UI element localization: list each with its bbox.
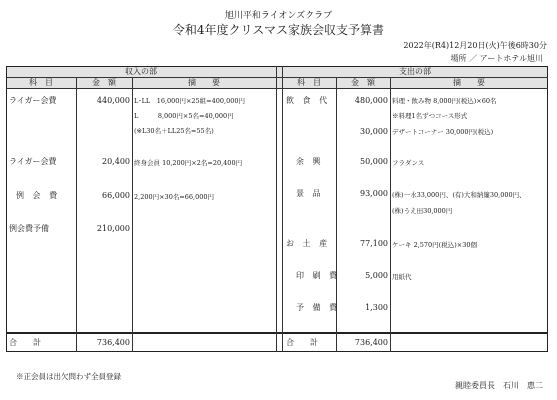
income-row-amount: 440,000 <box>96 96 130 105</box>
budget-table <box>6 66 548 352</box>
income-total-label: 合 計 <box>9 338 41 347</box>
expense-row-desc: フラダンス <box>392 159 425 167</box>
income-expense-separator <box>276 66 277 352</box>
income-header-item: 科 目 <box>29 78 53 87</box>
income-row-amount: 20,400 <box>102 157 130 166</box>
expense-row-item: お 土 産 <box>286 239 331 248</box>
expense-row-amount: 1,300 <box>365 303 388 312</box>
expense-col-line-2 <box>390 77 391 352</box>
income-col-line-2 <box>132 77 133 352</box>
table-frame <box>6 66 548 352</box>
expense-row-item: 印 刷 費 <box>296 271 341 280</box>
income-row-desc: L･LL 16,000円×25組=400,000円 <box>134 97 245 105</box>
expense-row-desc: 料理・飲み物 8,000円(税込)×60名 <box>392 97 497 105</box>
income-total-amount: 736,400 <box>96 338 130 347</box>
expense-total-label: 合 計 <box>286 338 318 347</box>
income-row-item: ライガー会費 <box>9 96 57 105</box>
income-row-item: 例 会 費 <box>16 191 61 200</box>
organization-name: 旭川平和ライオンズクラブ <box>224 11 333 21</box>
total-divider <box>6 332 548 334</box>
income-section-title: 収入の部 <box>125 67 157 76</box>
expense-row-item: 余 興 <box>296 157 324 166</box>
expense-total-amount: 736,400 <box>354 338 388 347</box>
expense-row-amount: 480,000 <box>354 96 388 105</box>
document-title: 令和4年度クリスマス家族会収支予算書 <box>172 23 385 37</box>
expense-row-desc: デザートコーナー 30,000円(税込) <box>392 128 494 136</box>
income-expense-separator-2 <box>282 66 283 352</box>
expense-header-item: 科 目 <box>297 78 321 87</box>
expense-header-amount: 金 額 <box>351 78 375 87</box>
expense-row-amount: 30,000 <box>360 127 388 136</box>
expense-row-desc: (株)うえ田30,000円 <box>392 207 453 215</box>
expense-row-amount: 77,100 <box>360 239 388 248</box>
income-header-desc: 摘 要 <box>188 78 220 87</box>
event-venue: 場所 ／ アートホテル旭川 <box>450 54 543 63</box>
expense-row-amount: 5,000 <box>365 271 388 280</box>
expense-row-item: 予 備 費 <box>296 303 341 312</box>
expense-row-item: 景 品 <box>296 189 324 198</box>
income-row-item: 例会費予備 <box>9 224 49 233</box>
expense-header-desc: 摘 要 <box>453 78 485 87</box>
expense-row-desc: ※料理1名ずつコース形式 <box>392 112 468 120</box>
income-row-desc: 2,200円×30名=66,000円 <box>134 193 215 201</box>
expense-row-amount: 50,000 <box>360 157 388 166</box>
income-col-line-1 <box>76 77 77 352</box>
expense-section-title: 支出の部 <box>399 67 431 76</box>
income-row-desc: (※L30名＋LL25名=55名) <box>134 127 214 135</box>
event-date: 2022年(R4)12月20日(火)午後6時30分 <box>403 41 547 50</box>
expense-row-desc: (株)一水33,000円、(有)大和納簾30,000円、 <box>392 191 526 199</box>
expense-row-desc: 用紙代 <box>392 273 412 281</box>
income-row-amount: 210,000 <box>96 224 130 233</box>
header-bottom-line <box>6 88 548 89</box>
income-row-amount: 66,000 <box>102 191 130 200</box>
footnote: ※正会員は出欠問わず全員登録 <box>16 372 121 381</box>
income-row-desc: L 8,000円×5名=40,000円 <box>134 112 234 120</box>
signature: 親睦委員長 石川 惠二 <box>455 381 543 390</box>
income-header-amount: 金 額 <box>92 78 116 87</box>
expense-row-desc: ケーキ 2,570円(税込)×30個 <box>392 241 477 249</box>
income-row-desc: 終身会員 10,200円×2名=20,400円 <box>134 159 243 167</box>
expense-row-item: 飲 食 代 <box>286 96 331 105</box>
expense-row-amount: 93,000 <box>360 189 388 198</box>
income-row-item: ライガー会費 <box>9 157 57 166</box>
